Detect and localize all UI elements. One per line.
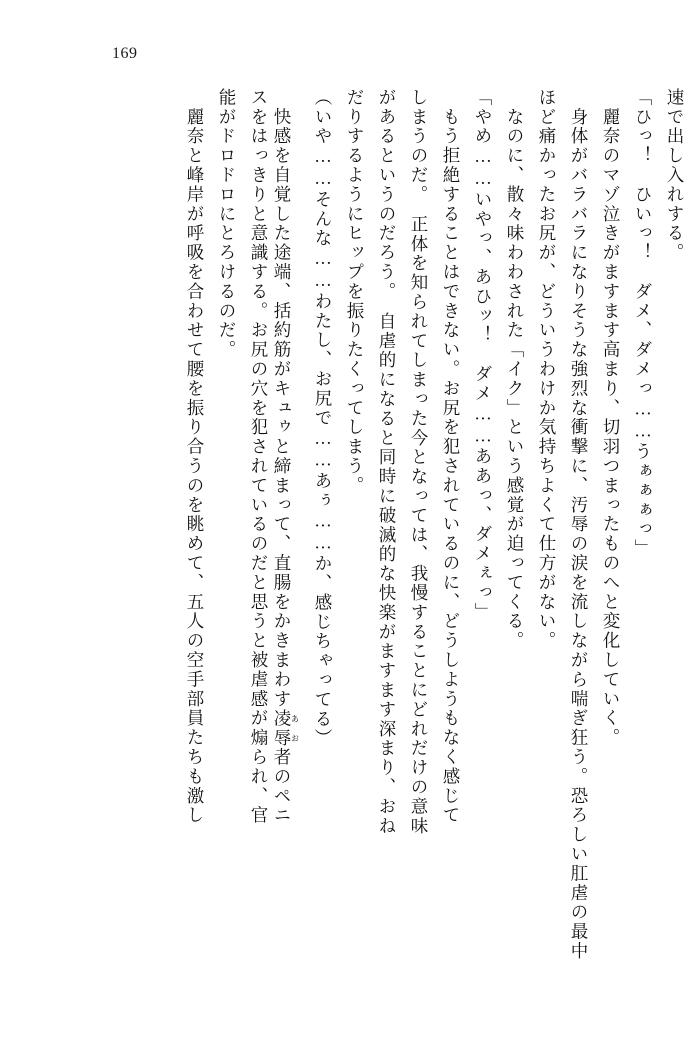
text-column: しまうのだ。 正体を知られてしまった今となっては、我慢することにどれだけの意味 [409, 88, 429, 836]
text-column: （いや……そんな……わたし、お尻で……あぅ……か、感じちゃってる） [313, 88, 333, 749]
text-column: なのに、散々味わわされた「イク」という感覚が迫ってくる。 [505, 88, 525, 651]
text-column: 快感を自覚した途端、括約筋がキュゥと締まって、直腸をかきまわす凌辱あお者のペニ [272, 88, 300, 826]
text-column: 能がドロドロにとろけるのだ。 [217, 88, 237, 360]
text-column: 麗奈と峰岸が呼吸を合わせて腰を振り合うのを眺めて、五人の空手部員たちも激し [185, 88, 205, 826]
text-column: だりするようにヒップを振りたくってしまう。 [345, 88, 365, 496]
text-column: もう拒絶することはできない。お尻を犯されているのに、どうしようもなく感じて [441, 88, 461, 826]
vertical-text-block [60, 88, 685, 961]
text-column: 身体がバラバラになりそうな強烈な衝撃に、汚辱の涙を流しながら喘ぎ狂う。恐ろしい肛虐の最中 [569, 88, 589, 961]
text-column: 速で出し入れする。 [665, 88, 685, 263]
text-column: 「やめ……いやっ、あひッ！ ダメ……ああっ、ダメぇっ」 [473, 88, 493, 622]
text-column: ほど痛かったお尻が、どういうわけか気持ちよくて仕方がない。 [537, 88, 557, 651]
text-column: スをはっきりと意識する。お尻の穴を犯されているのだと思うと被虐感が煽られ、官 [249, 88, 269, 826]
page-number: 169 [112, 45, 138, 62]
text-column: があるというのだろう。 自虐的になると同時に破滅的な快楽がますます深まり、おね [377, 88, 397, 836]
text-column: 「ひっ！ ひいっ！ ダメ、ダメっ……うぁぁぁっ」 [633, 88, 653, 559]
text-column: 麗奈のマゾ泣きがますます高まり、切羽つまったものへと変化していく。 [601, 88, 621, 748]
